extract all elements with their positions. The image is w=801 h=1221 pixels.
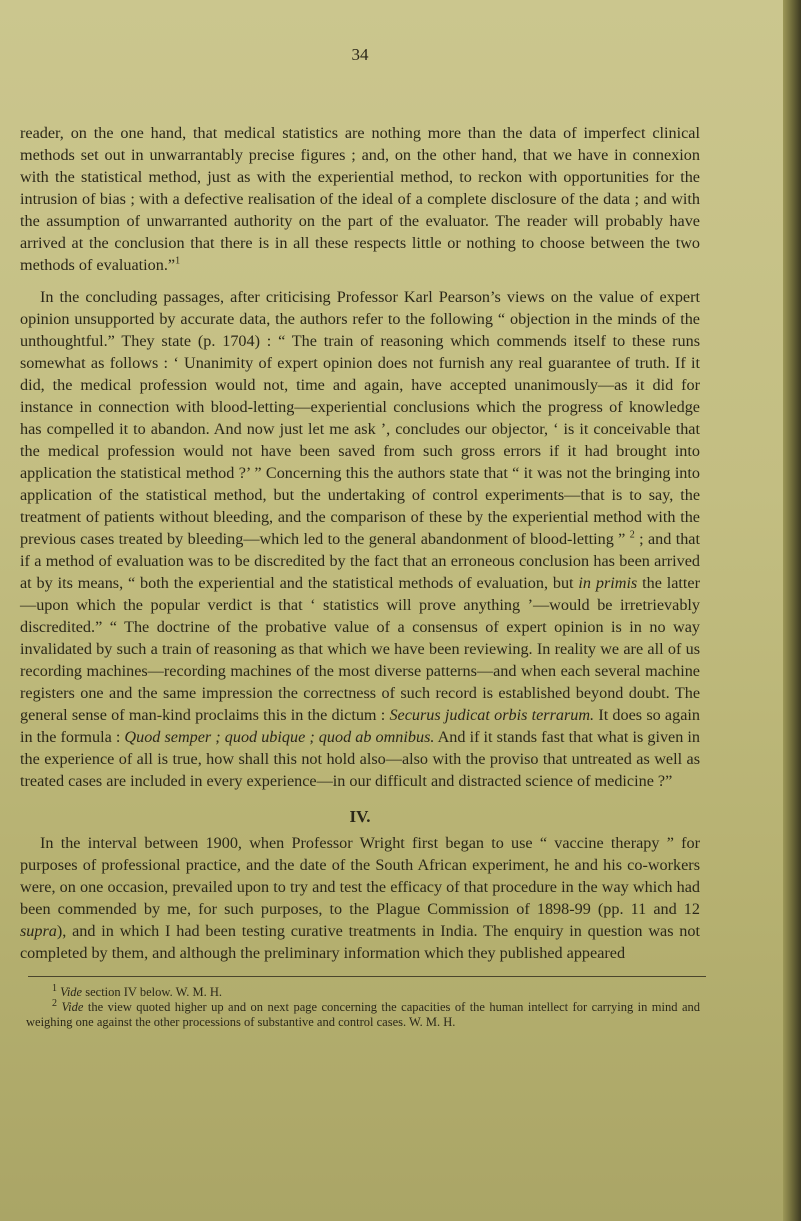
footnotes <box>26 982 700 1030</box>
section-body <box>20 832 700 964</box>
text-segment: reader, on the one hand, that medical statistics are nothing more than the data of imperfect clinical methods set out in unwarrantably precise figures ; and, on the other hand, that we have in connexion with the statistical method, just as with the experiential method, to reckon with opportunities for the intrusion of bias ; with a defective realisation of the ideal of a complete disclosure of the data ; and with the assumption of unwarranted authority on the part of the evaluator. The reader will probably have arrived at the conclusion that there is in all these respects little or nothing to choose between the two methods of evaluation.” <box>20 124 700 274</box>
italic-text: Quod semper ; quod ubique ; quod ab omnibus. <box>124 728 435 746</box>
footnote-text: the view quoted higher up and on next page concerning the capacities of the human intellect for carrying in mind and weighing one against the other processions of substantive and control cases. W. M. H. <box>26 1000 700 1029</box>
paragraph-2 <box>20 286 700 792</box>
paragraph-3 <box>20 832 700 964</box>
footnote-vide: Vide <box>61 1000 84 1014</box>
text-segment: It does so again in the formula : <box>20 706 700 746</box>
text-segment: In the interval between 1900, when Professor Wright first began to use “ vaccine therapy ” for purposes of professional practice, and the date of the South African experiment, he and his co-workers were, on one occasion, prevailed upon to try and test the efficacy of that procedure in the way which had been commended by me, for such purposes, to the Plague Commission of 1898-99 (pp. 11 and 12 <box>20 834 700 918</box>
italic-text: supra <box>20 922 57 940</box>
footnote-reference: 2 <box>629 529 635 541</box>
section-heading: IV. <box>349 807 371 826</box>
text-segment: the latter—upon which the popular verdict is that ‘ statistics will prove anything ’—would be irretrievably discredited.” “ The doctrine of the probative value of a consensus of expert opinion is in no way invalidated by such a train of reasoning as that which we have been reviewing. In reality we are all of us recording machines—recording machines of the most diverse patterns—and when each several machine registers one and the same impression the correctness of such record is established beyond doubt. The general sense of man-kind proclaims this in the dictum : <box>20 574 701 724</box>
page-number: 34 <box>351 45 369 64</box>
footnote-2 <box>26 997 700 1030</box>
text-segment: In the concluding passages, after criticising Professor Karl Pearson’s views on the value of expert opinion unsupported by accurate data, the authors refer to the following “ objection in the minds of the unthoughtful.” They state (p. 1704) : “ The train of reasoning which commends itself to these runs somewhat as follows : ‘ Unanimity of expert opinion does not furnish any real guarantee of truth. If it did, the medical profession would not, time and again, have accepted unanimously—as it did for instance in connection with blood-letting—experiential conclusions which the progress of knowledge has compelled it to abandon. And now just let me ask ’, concludes our objector, ‘ is it conceivable that the medical profession would not have been saved from such gross errors if it had brought into application the statistical method ?’ ” Concerning this the authors state that “ it was not the bringing into application of the statistical method, but the undertaking of control experiments—that is to say, the treatment of patients without bleeding, and the comparison of these by the experiential method with the previous cases treated by bleeding—which led to the general abandonment of blood-letting ” <box>20 288 700 548</box>
body-text <box>20 122 700 792</box>
book-binding-edge <box>783 0 801 1221</box>
footnote-1 <box>26 982 700 1000</box>
footnote-text: section IV below. W. M. H. <box>82 985 223 999</box>
text-segment: And if it stands fast that what is given in the experience of all is true, how shall this not hold also—also with the proviso that untreated as well as treated cases are included in every experience—in our difficult and distracted science of medicine ?” <box>20 728 700 790</box>
italic-text: in primis <box>578 574 638 592</box>
footnote-divider <box>28 976 706 977</box>
text-segment: ; and that if a method of evaluation was to be discredited by the fact that an erroneous conclusion has been arrived at by its means, “ both the experiential and the statistical methods of evaluation, but <box>20 530 700 592</box>
footnote-mark: 2 <box>52 997 57 1009</box>
text-segment: ), and in which I had been testing curative treatments in India. The enquiry in question was not completed by them, and although the preliminary information which they published appeared <box>20 922 700 962</box>
footnote-reference: 1 <box>175 255 181 267</box>
page-column <box>20 0 700 1060</box>
footnote-mark: 1 <box>52 982 57 994</box>
italic-text: Securus judicat orbis terrarum. <box>389 706 595 724</box>
paragraph-1 <box>20 122 700 276</box>
footnote-vide: Vide <box>60 985 83 999</box>
